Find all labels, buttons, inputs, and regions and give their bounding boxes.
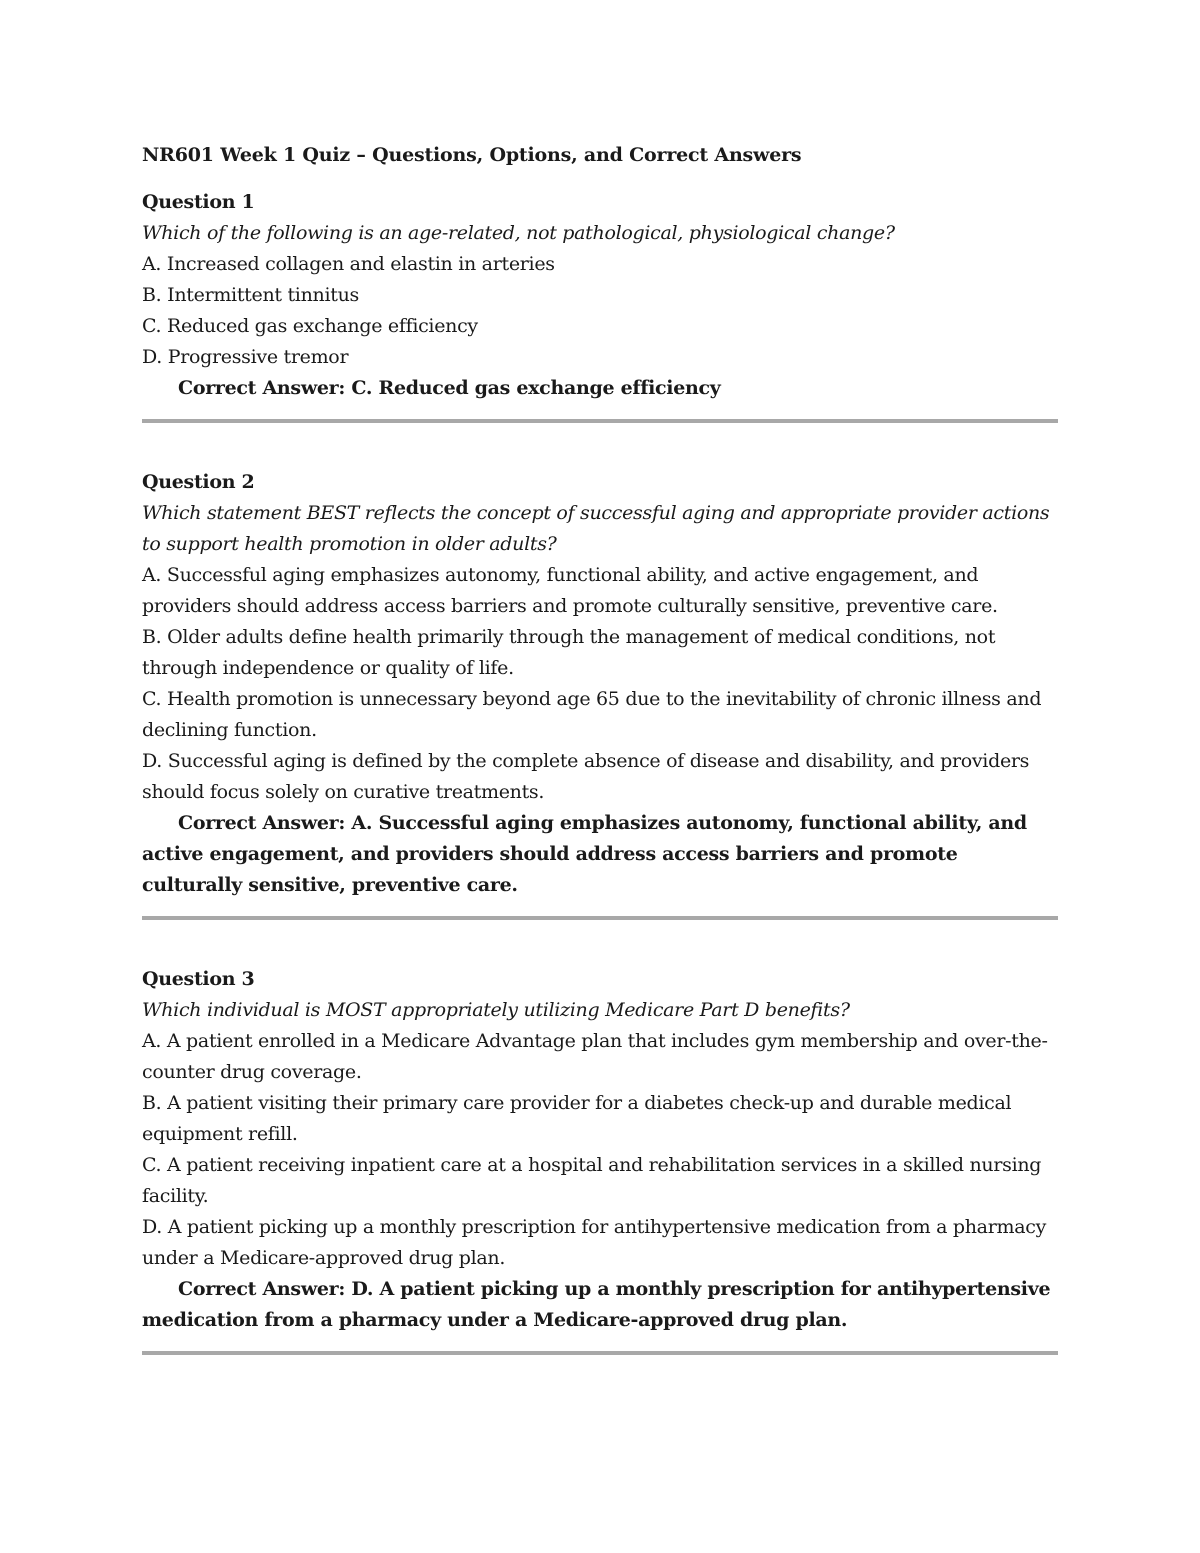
option-b: B. Intermittent tinnitus bbox=[142, 284, 359, 306]
question-3 bbox=[142, 964, 1058, 1336]
section-divider bbox=[142, 419, 1058, 423]
section-divider bbox=[142, 1351, 1058, 1355]
section-divider bbox=[142, 916, 1058, 920]
question-heading: Question 3 bbox=[142, 968, 255, 990]
document-page bbox=[142, 140, 1058, 1399]
option-a: A. Increased collagen and elastin in arteries bbox=[142, 253, 555, 275]
option-a: A. A patient enrolled in a Medicare Advantage plan that includes gym membership and over-the-counter drug coverage. bbox=[142, 1030, 1048, 1083]
option-c: C. A patient receiving inpatient care at a hospital and rehabilitation services in a skilled nursing facility. bbox=[142, 1154, 1042, 1207]
question-1 bbox=[142, 187, 1058, 404]
option-c: C. Reduced gas exchange efficiency bbox=[142, 315, 478, 337]
option-b: B. A patient visiting their primary care provider for a diabetes check-up and durable medical equipment refill. bbox=[142, 1092, 1012, 1145]
option-d: D. Successful aging is defined by the complete absence of disease and disability, and providers should focus solely on curative treatments. bbox=[142, 750, 1030, 803]
question-prompt: Which of the following is an age-related, not pathological, physiological change? bbox=[142, 222, 895, 244]
question-heading: Question 2 bbox=[142, 471, 255, 493]
option-d: D. A patient picking up a monthly prescription for antihypertensive medication from a pharmacy under a Medicare-approved drug plan. bbox=[142, 1216, 1047, 1269]
option-c: C. Health promotion is unnecessary beyond age 65 due to the inevitability of chronic illness and declining function. bbox=[142, 688, 1042, 741]
document-title: NR601 Week 1 Quiz – Questions, Options, and Correct Answers bbox=[142, 144, 802, 166]
correct-answer: Correct Answer: C. Reduced gas exchange efficiency bbox=[178, 377, 721, 399]
correct-answer: Correct Answer: A. Successful aging emphasizes autonomy, functional ability, and active engagement, and providers should address access barriers and promote culturally sensitive, preventive care. bbox=[142, 812, 1027, 896]
question-2 bbox=[142, 467, 1058, 901]
question-prompt: Which individual is MOST appropriately utilizing Medicare Part D benefits? bbox=[142, 999, 850, 1021]
question-heading: Question 1 bbox=[142, 191, 255, 213]
correct-answer: Correct Answer: D. A patient picking up a monthly prescription for antihypertensive medication from a pharmacy under a Medicare-approved drug plan. bbox=[142, 1278, 1051, 1331]
option-d: D. Progressive tremor bbox=[142, 346, 349, 368]
question-prompt: Which statement BEST reflects the concept of successful aging and appropriate provider actions to support health promotion in older adults? bbox=[142, 502, 1050, 555]
option-a: A. Successful aging emphasizes autonomy, functional ability, and active engagement, and providers should address access barriers and promote culturally sensitive, preventive care. bbox=[142, 564, 998, 617]
option-b: B. Older adults define health primarily through the management of medical conditions, not through independence or quality of life. bbox=[142, 626, 996, 679]
